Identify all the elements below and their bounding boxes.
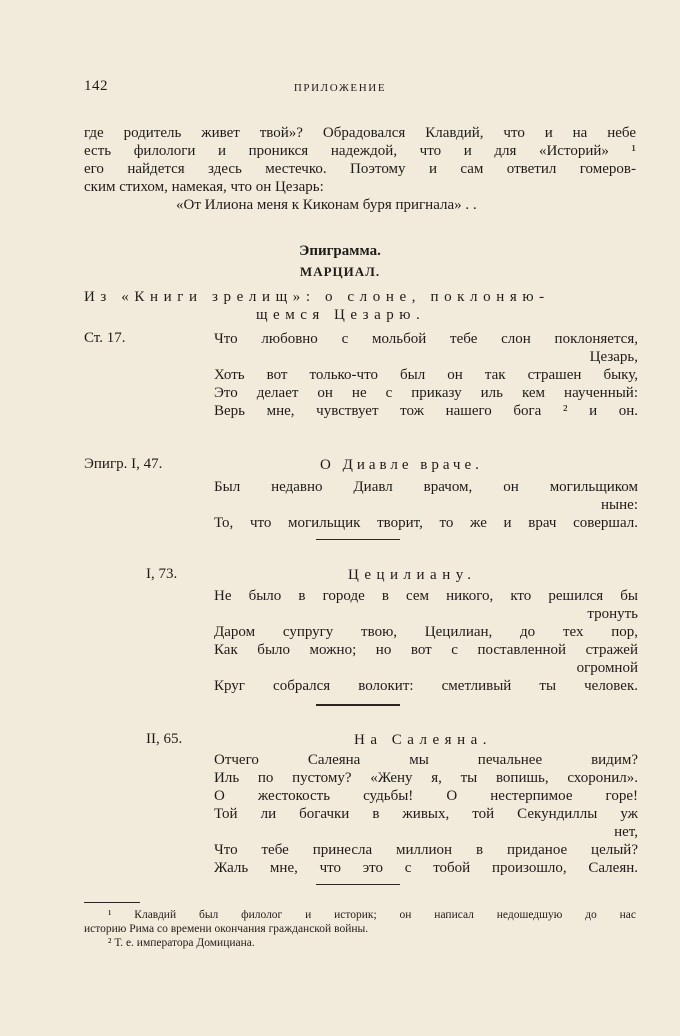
divider [316,884,400,885]
intro-line-4: ским стихом, намекая, что он Цезарь: [84,179,324,195]
poem-4-line-7: Жаль мне, что это с тобой произошло, Салеян. [214,860,638,876]
poem-1-line-5: Верь мне, чувствует тож нашего бога ² и он. [214,403,638,419]
poem-1-ref: Ст. 17. [84,330,126,346]
homer-quote: «От Илиона меня к Киконам буря пригнала» . . [176,197,477,213]
poem-2-ref: Эпигр. I, 47. [84,456,163,472]
poem-3-line-3: Даром супругу твою, Цецилиан, до тех пор, [214,624,638,640]
poem-4-line-4: Той ли богачки в живых, той Секундиллы уж [214,806,638,822]
intro-line-1: где родитель живет твой»? Обрадовался Клавдий, что и на небе [84,125,636,141]
poem-3-line-2: тронуть [587,606,638,622]
poem-3-ref: I, 73. [146,566,178,582]
poem-1-line-4: Это делает он не с приказу иль кем наученный: [214,385,638,401]
intro-line-2: есть филологи и проникся надеждой, что и для «Историй» ¹ [84,143,636,159]
poem-3-title: Цецилиану. [348,567,477,583]
poem-1-line-1: Что любовно с мольбой тебе слон поклоняется, [214,331,638,347]
poem-2-line-3: То, что могильщик творит, то же и врач совершал. [214,515,638,531]
footnote-1-line-2: историю Рима со времени окончания гражданской войны. [84,923,369,935]
subtitle-line-2: щемся Цезарю. [256,307,426,323]
poem-4-title: На Салеяна. [354,732,493,748]
poem-4-line-6: Что тебе принесла миллион в приданое целый? [214,842,638,858]
poem-1-line-2: Цезарь, [589,349,638,365]
poem-2-title: О Диавле враче. [320,457,483,473]
divider [316,539,400,540]
divider [316,704,400,706]
section-author: МАРЦИАЛ. [299,264,381,279]
footnote-2: ² Т. е. императора Домициана. [108,937,255,949]
poem-3-line-6: Круг собрался волокит: сметливый ты человек. [214,678,638,694]
poem-2-line-1: Был недавно Диавл врачом, он могильщиком [214,479,638,495]
running-title: ПРИЛОЖЕНИЕ [293,82,387,94]
intro-line-3: его найдется здесь местечко. Поэтому и сам ответил гомеров- [84,161,636,177]
poem-3-line-4: Как было можно; но вот с поставленной стражей [214,642,638,658]
poem-4-line-1: Отчего Салеяна мы печальнее видим? [214,752,638,768]
subtitle-line-1: Из «Книги зрелищ»: о слоне, поклоняю- [84,289,550,305]
poem-1-line-3: Хоть вот только-что был он так страшен быку, [214,367,638,383]
poem-2-line-2: ныне: [601,497,638,513]
poem-4-line-3: О жестокость судьбы! О нестерпимое горе! [214,788,638,804]
section-title: Эпиграмма. [299,243,381,259]
poem-3-line-5: огромной [576,660,638,676]
poem-3-line-1: Не было в городе в сем никого, кто решился бы [214,588,638,604]
poem-4-ref: II, 65. [146,731,183,747]
footnote-1-line-1: ¹ Клавдий был филолог и историк; он написал недошедшую до нас [108,909,636,921]
poem-4-line-5: нет, [614,824,638,840]
poem-4-line-2: Иль по пустому? «Жену я, ты вопишь, схоронил». [214,770,638,786]
page-number: 142 [84,78,108,94]
footnote-rule [84,902,140,903]
